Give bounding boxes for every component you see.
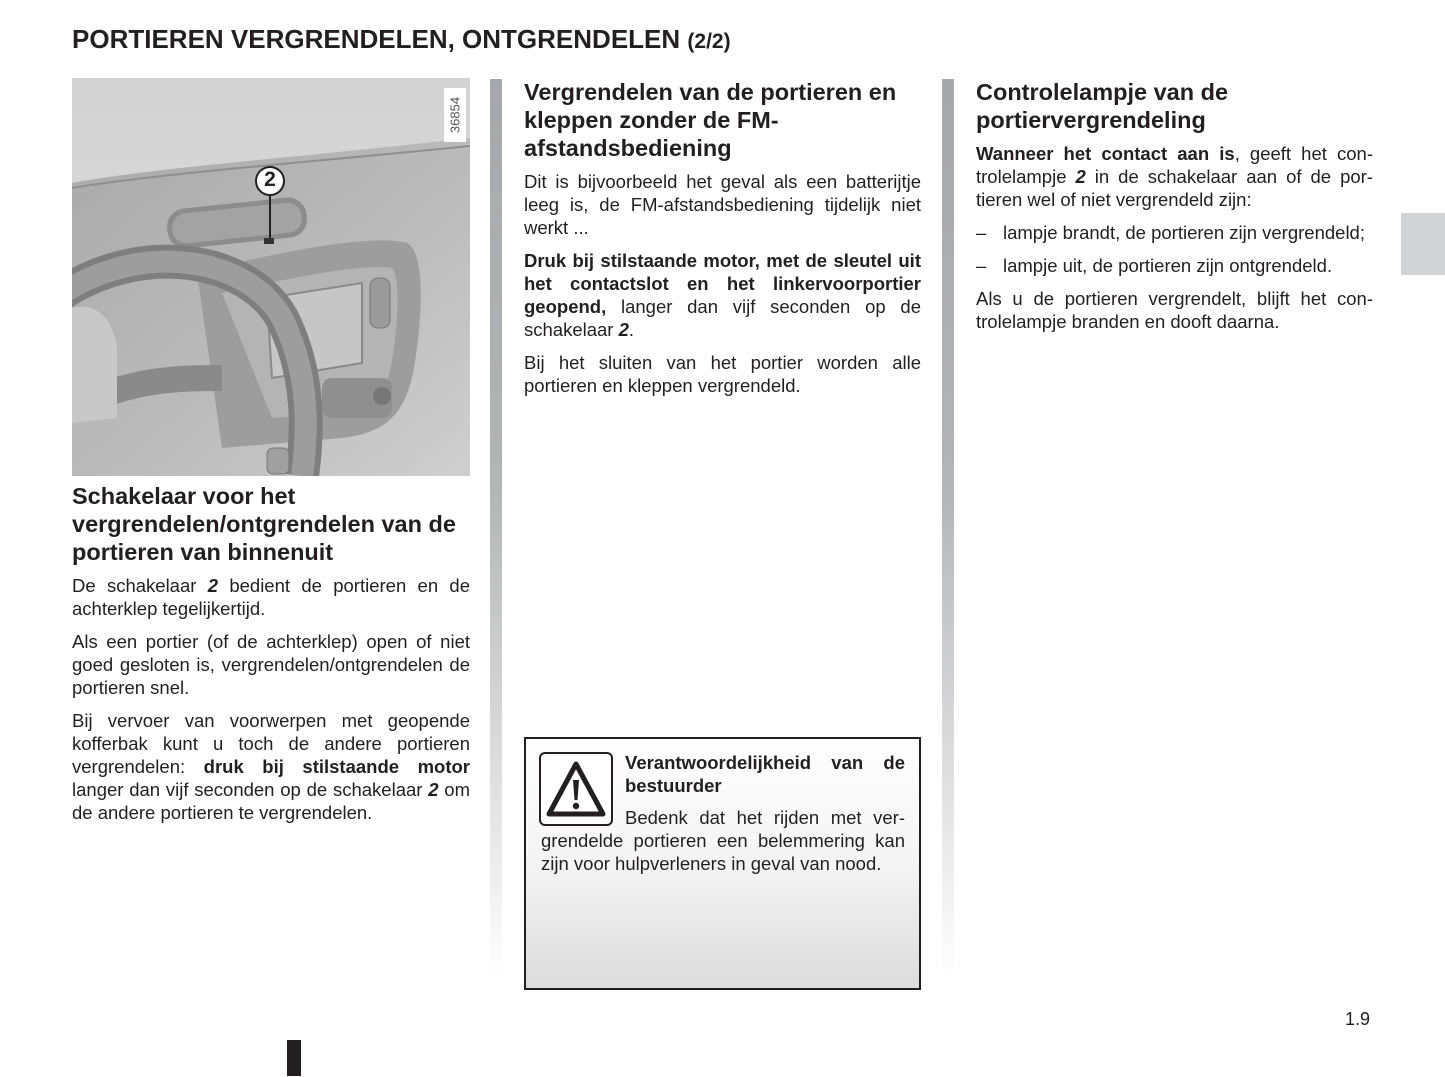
middle-paragraph-2: Druk bij stilstaande motor, met de sleutel uit het contactslot en het linkervoorportier geopend, langer dan vijf seconden op de schakelaar 2. xyxy=(524,250,921,340)
page-title xyxy=(72,24,731,55)
left-heading: Schakelaar voor het vergrendelen/ontgrendelen van de portieren van binnenuit xyxy=(72,483,456,565)
list-item: – lampje uit, de portieren zijn ontgrendeld. xyxy=(976,255,1333,276)
dashboard-drawing-icon xyxy=(72,78,470,476)
left-paragraph-1: De schakelaar 2 bedient de portieren en de achterklep tegelijkertijd. xyxy=(72,575,470,619)
middle-heading: Vergrendelen van de portieren en kleppen zonder de FM-afstandsbediening xyxy=(524,79,897,161)
left-paragraph-3: Bij vervoer van voorwerpen met geopende kofferbak kunt u toch de andere portieren vergrendelen: druk bij stilstaande motor langer dan vijf seconden op de schakelaar 2 om de andere portieren te vergrendelen. xyxy=(72,710,470,823)
page-title-text: PORTIEREN VERGRENDELEN, ONTGRENDELEN xyxy=(72,24,681,54)
right-heading: Controlelampje van de portiervergrendeling xyxy=(976,79,1229,133)
column-divider xyxy=(942,79,954,979)
dashboard-illustration xyxy=(72,78,470,476)
page-title-suffix: (2/2) xyxy=(687,30,731,53)
middle-paragraph-1: Dit is bijvoorbeeld het geval als een batterijtje leeg is, de FM-afstandsbediening tijdelijk niet werkt ... xyxy=(524,171,921,238)
callout-label: 2 xyxy=(264,168,276,191)
middle-column xyxy=(524,78,921,407)
right-intro: Wanneer het contact aan is, geeft het controlelampje 2 in de schakelaar aan of de portieren wel of niet vergrendeld zijn: xyxy=(976,143,1373,210)
left-paragraph-2: Als een portier (of de achterklep) open of niet goed gesloten is, vergrendelen/ontgrendelen de portieren snel. xyxy=(72,631,470,698)
column-divider xyxy=(490,79,502,979)
right-column xyxy=(976,78,1373,343)
right-closing: Als u de portieren vergrendelt, blijft het controlelampje branden en dooft daarna. xyxy=(976,288,1373,332)
status-list xyxy=(976,221,1373,277)
chapter-tab xyxy=(1401,213,1445,275)
warning-text: Bedenk dat het rijden met vergrendelde portieren een belemmering kan zijn voor hulpverleners in geval van nood. xyxy=(541,807,905,874)
warning-title: Verantwoordelijkheid van de bestuurder xyxy=(625,752,905,796)
left-column xyxy=(72,78,470,834)
list-item: – lampje brandt, de portieren zijn vergrendeld; xyxy=(976,222,1365,243)
page-number: 1.9 xyxy=(1345,1009,1371,1029)
print-mark xyxy=(287,1040,301,1076)
middle-paragraph-3: Bij het sluiten van het portier worden alle portieren en kleppen vergrendeld. xyxy=(524,352,921,396)
reference-code: 36854 xyxy=(444,88,466,142)
warning-box xyxy=(524,737,921,990)
